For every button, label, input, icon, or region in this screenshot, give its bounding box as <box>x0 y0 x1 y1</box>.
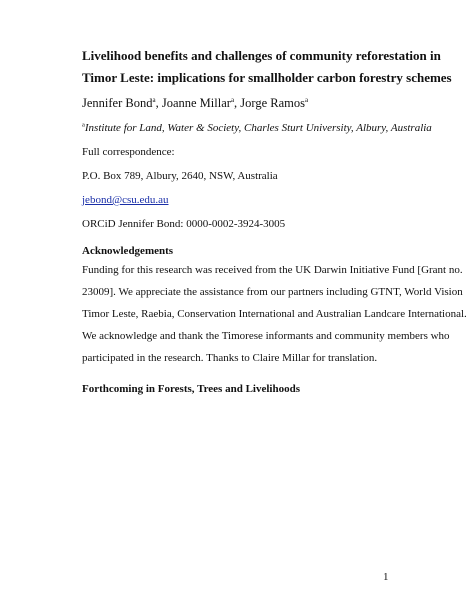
acknowledgements-line: participated in the research. Thanks to Claire Millar for translation. <box>82 352 378 364</box>
forthcoming-note: Forthcoming in Forests, Trees and Livelihoods <box>82 383 300 395</box>
correspondence-email-link[interactable]: jebond@csu.edu.au <box>82 194 169 206</box>
acknowledgements-line: 23009]. We appreciate the assistance from our partners including GTNT, World Vision <box>82 286 463 298</box>
acknowledgements-line: We acknowledge and thank the Timorese informants and community members who <box>82 330 450 342</box>
affiliation-text: Institute for Land, Water & Society, Charles Sturt University, Albury, Australia <box>84 122 432 134</box>
title-line-1: Livelihood benefits and challenges of community reforestation in <box>82 48 441 63</box>
affiliation-mark: a <box>82 121 85 129</box>
affiliation <box>82 122 432 134</box>
page-number: 1 <box>383 571 389 583</box>
title-line-2: Timor Leste: implications for smallholder carbon forestry schemes <box>82 70 452 85</box>
author-separator: , <box>155 96 162 110</box>
acknowledgements-line: Timor Leste, Raebia, Conservation International and Australian Landcare International. <box>82 308 467 320</box>
author-name: Joanne Millar <box>161 96 231 110</box>
acknowledgements-heading: Acknowledgements <box>82 245 174 257</box>
correspondence-label: Full correspondence: <box>82 146 175 158</box>
author-affiliation-mark: a <box>230 95 235 104</box>
author-separator: , <box>234 96 241 110</box>
author-name: Jorge Ramos <box>240 96 305 110</box>
author-name: Jennifer Bond <box>82 96 153 110</box>
author-affiliation-mark: a <box>305 95 309 104</box>
correspondence-address: P.O. Box 789, Albury, 2640, NSW, Australia <box>82 170 278 182</box>
author-list <box>82 96 308 111</box>
orcid-line: ORCiD Jennifer Bond: 0000-0002-3924-3005 <box>82 218 286 230</box>
author-affiliation-mark: a <box>152 95 156 104</box>
acknowledgements-line: Funding for this research was received from the UK Darwin Initiative Fund [Grant no. <box>82 264 463 276</box>
